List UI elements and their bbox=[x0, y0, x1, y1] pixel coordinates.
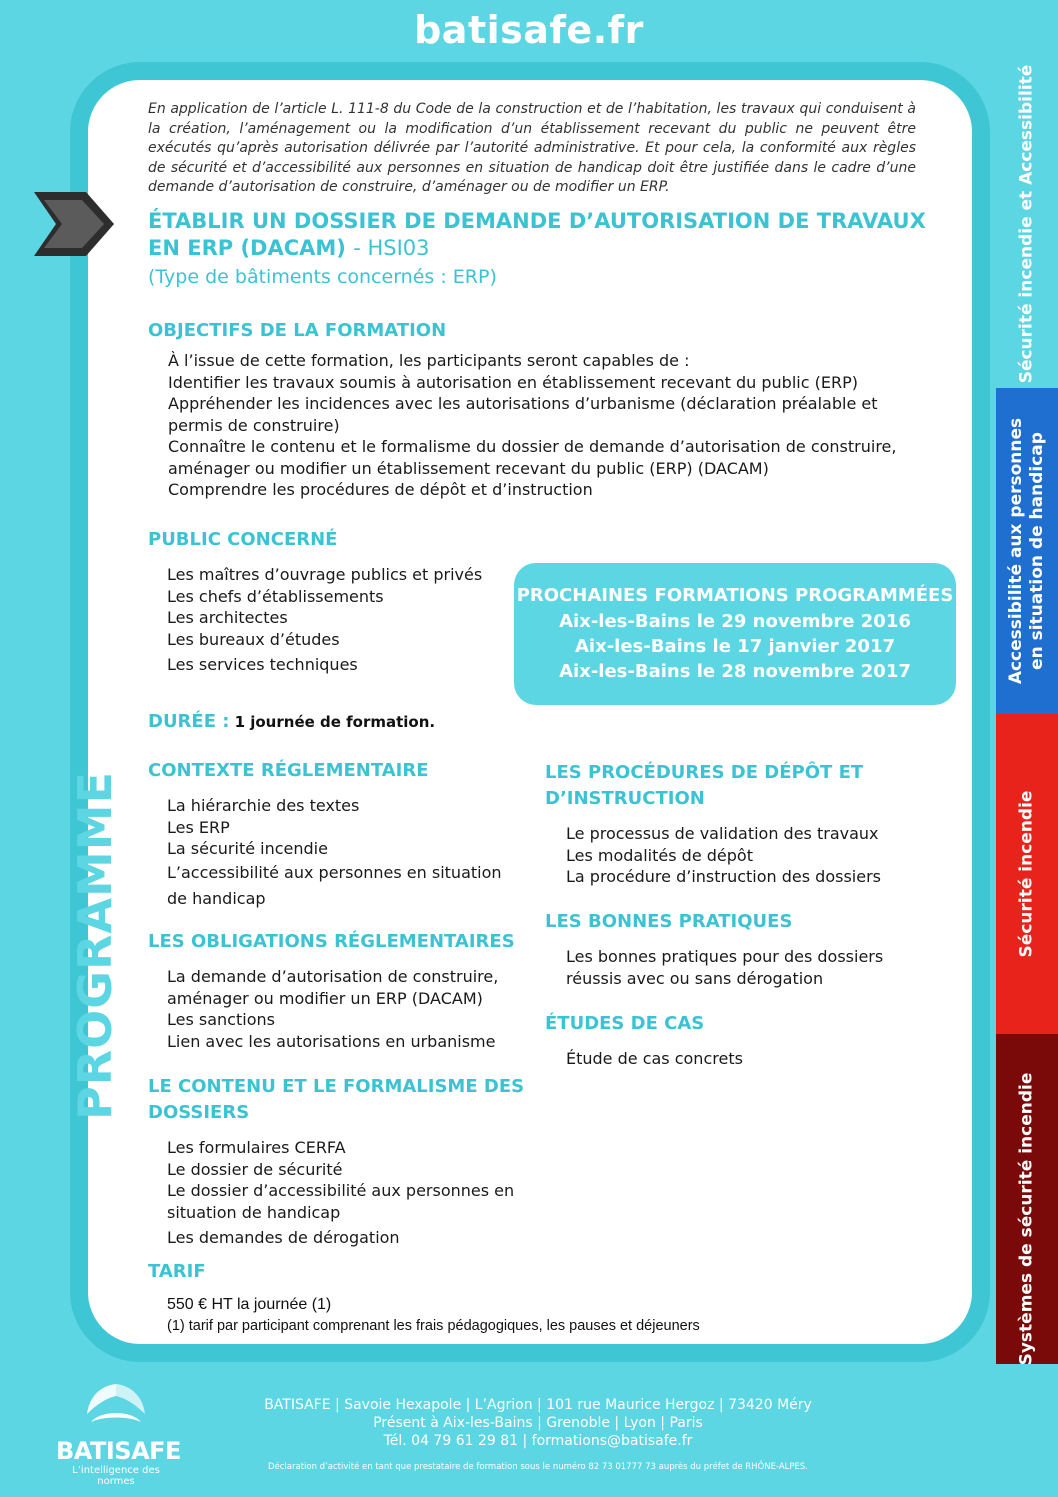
objective-item: Comprendre les procédures de dépôt et d’instruction bbox=[168, 480, 593, 499]
programme-item: Le processus de validation des travaux bbox=[566, 824, 879, 843]
programme-section-list bbox=[167, 1137, 527, 1249]
programme-section-heading: LES PROCÉDURES DE DÉPÔT ET D’INSTRUCTION bbox=[545, 762, 864, 809]
programme-section-heading: LES BONNES PRATIQUES bbox=[545, 911, 793, 932]
batisafe-logo[interactable] bbox=[56, 1380, 181, 1487]
objective-item: Connaître le contenu et le formalisme du dossier de demande d’autorisation de construire, aménager ou modifier un établissement recevant du public (ERP) (DACAM) bbox=[168, 437, 897, 478]
programme-item: Étude de cas concrets bbox=[566, 1049, 743, 1068]
programme-label: PROGRAMME bbox=[68, 771, 122, 1120]
side-tab-label: Sécurité incendie et Accessibilité bbox=[1016, 64, 1037, 384]
upcoming-date: Aix-les-Bains le 28 novembre 2017 bbox=[559, 661, 911, 682]
footer-locations: Présent à Aix-les-Bains | Grenoble | Lyon | Paris bbox=[373, 1415, 703, 1431]
intro-paragraph: En application de l’article L. 111-8 du Code de la construction et de l’habitation, les travaux qui conduisent à la création, l’aménagement ou la modification d’un établissement recevant du public ne peuvent être exécutés qu’après autorisation délivrée par l’autorité administrative. Et pour cela, la conformité aux règles de sécurité et d’accessibilité aux personnes en situation de handicap doit être justifiée dans le cadre d’une demande d’autorisation de construire, d’aménager ou de modifier un ERP. bbox=[148, 101, 916, 195]
upcoming-date: Aix-les-Bains le 17 janvier 2017 bbox=[574, 636, 896, 657]
audience-item: Les bureaux d’études bbox=[167, 629, 340, 649]
objective-item: Identifier les travaux soumis à autorisation en établissement recevant du public (ERP) bbox=[168, 372, 858, 392]
side-tab-label: Systèmes de sécurité incendie bbox=[1016, 1072, 1037, 1366]
course-code: - HSI03 bbox=[353, 236, 430, 260]
programme-item: L’accessibilité aux personnes en situation de handicap bbox=[167, 862, 502, 908]
audience-item: Les maîtres d’ouvrage publics et privés bbox=[167, 565, 483, 584]
programme-item: La sécurité incendie bbox=[167, 839, 328, 858]
programme-item: Les sanctions bbox=[167, 1010, 275, 1029]
programme-item: Le dossier de sécurité bbox=[167, 1159, 343, 1179]
audience-item: Les services techniques bbox=[167, 655, 358, 674]
chevron-right-icon bbox=[34, 192, 114, 256]
batisafe-logo-icon bbox=[81, 1380, 151, 1430]
upcoming-heading: PROCHAINES FORMATIONS PROGRAMMÉES bbox=[516, 585, 954, 606]
duration-value: 1 journée de formation. bbox=[234, 713, 436, 731]
duration-label: DURÉE : bbox=[148, 711, 230, 732]
course-title-text: ÉTABLIR UN DOSSIER DE DEMANDE D’AUTORISATION DE TRAVAUX EN ERP (DACAM) bbox=[148, 209, 926, 260]
programme-section-list bbox=[566, 946, 896, 989]
upcoming-sessions-box bbox=[514, 563, 956, 705]
programme-item: La hiérarchie des textes bbox=[167, 796, 360, 815]
programme-section-list bbox=[566, 1048, 743, 1070]
audience-heading: PUBLIC CONCERNÉ bbox=[148, 529, 338, 550]
course-title bbox=[148, 208, 928, 262]
programme-item: Les formulaires CERFA bbox=[167, 1138, 346, 1157]
programme-item: La demande d’autorisation de construire, aménager ou modifier un ERP (DACAM) bbox=[167, 967, 499, 1008]
programme-item: Les ERP bbox=[167, 817, 230, 837]
objective-item: Appréhender les incidences avec les autorisations d’urbanisme (déclaration préalable et permis de construire) bbox=[168, 394, 878, 435]
footer-brand: BATISAFE bbox=[56, 1437, 181, 1465]
programme-section-heading: CONTEXTE RÉGLEMENTAIRE bbox=[148, 760, 429, 781]
audience-item: Les chefs d’établissements bbox=[167, 586, 384, 606]
course-subtitle: (Type de bâtiments concernés : ERP) bbox=[148, 266, 497, 288]
side-tab-ssi[interactable] bbox=[996, 1034, 1058, 1364]
programme-section-heading: ÉTUDES DE CAS bbox=[545, 1013, 705, 1034]
footer-contact[interactable]: Tél. 04 79 61 29 81 | formations@batisafe.fr bbox=[383, 1433, 693, 1449]
tarif-heading: TARIF bbox=[148, 1261, 206, 1282]
programme-section-list bbox=[167, 966, 512, 1052]
programme-item: Lien avec les autorisations en urbanisme bbox=[167, 1031, 496, 1051]
programme-section-list bbox=[566, 823, 926, 888]
objectives-heading: OBJECTIFS DE LA FORMATION bbox=[148, 320, 447, 341]
side-tab-label: Sécurité incendie bbox=[1016, 790, 1037, 958]
footer-address: BATISAFE | Savoie Hexapole | L’Agrion | 101 rue Maurice Hergoz | 73420 Méry bbox=[264, 1397, 812, 1413]
side-tab-label: Accessibilité aux personnes en situation de handicap bbox=[1006, 417, 1047, 685]
programme-item: La procédure d’instruction des dossiers bbox=[566, 867, 881, 886]
tarif-note: (1) tarif par participant comprenant les frais pédagogiques, les pauses et déjeuners bbox=[167, 1318, 700, 1334]
audience-list bbox=[167, 564, 482, 676]
programme-section-list bbox=[167, 795, 512, 912]
side-tab-accessibilite[interactable] bbox=[996, 388, 1058, 714]
site-title[interactable]: batisafe.fr bbox=[414, 8, 644, 52]
footer-tagline: L’intelligence des normes bbox=[72, 1465, 160, 1487]
objectives-intro: À l’issue de cette formation, les participants seront capables de : bbox=[168, 351, 690, 370]
tarif-price: 550 € HT la journée (1) bbox=[167, 1296, 332, 1313]
programme-item: Les modalités de dépôt bbox=[566, 845, 753, 865]
side-tab-securite-incendie[interactable] bbox=[996, 714, 1058, 1034]
programme-section-heading: LE CONTENU ET LE FORMALISME DES DOSSIERS bbox=[148, 1076, 525, 1123]
footer-legal: Déclaration d’activité en tant que prestataire de formation sous le numéro 82 73 01777 73 auprès du préfet de RHÔNE-ALPES. bbox=[267, 1462, 809, 1472]
footer bbox=[200, 1396, 876, 1476]
upcoming-date: Aix-les-Bains le 29 novembre 2016 bbox=[559, 611, 911, 632]
programme-section-heading: LES OBLIGATIONS RÉGLEMENTAIRES bbox=[148, 931, 515, 952]
programme-item: Les bonnes pratiques pour des dossiers réussis avec ou sans dérogation bbox=[566, 947, 884, 988]
duration bbox=[148, 711, 435, 732]
side-tab-securite-accessibilite[interactable] bbox=[996, 0, 1058, 388]
objectives-list bbox=[148, 350, 908, 501]
audience-item: Les architectes bbox=[167, 608, 288, 627]
programme-item: Les demandes de dérogation bbox=[167, 1228, 400, 1247]
programme-item: Le dossier d’accessibilité aux personnes en situation de handicap bbox=[167, 1181, 515, 1222]
